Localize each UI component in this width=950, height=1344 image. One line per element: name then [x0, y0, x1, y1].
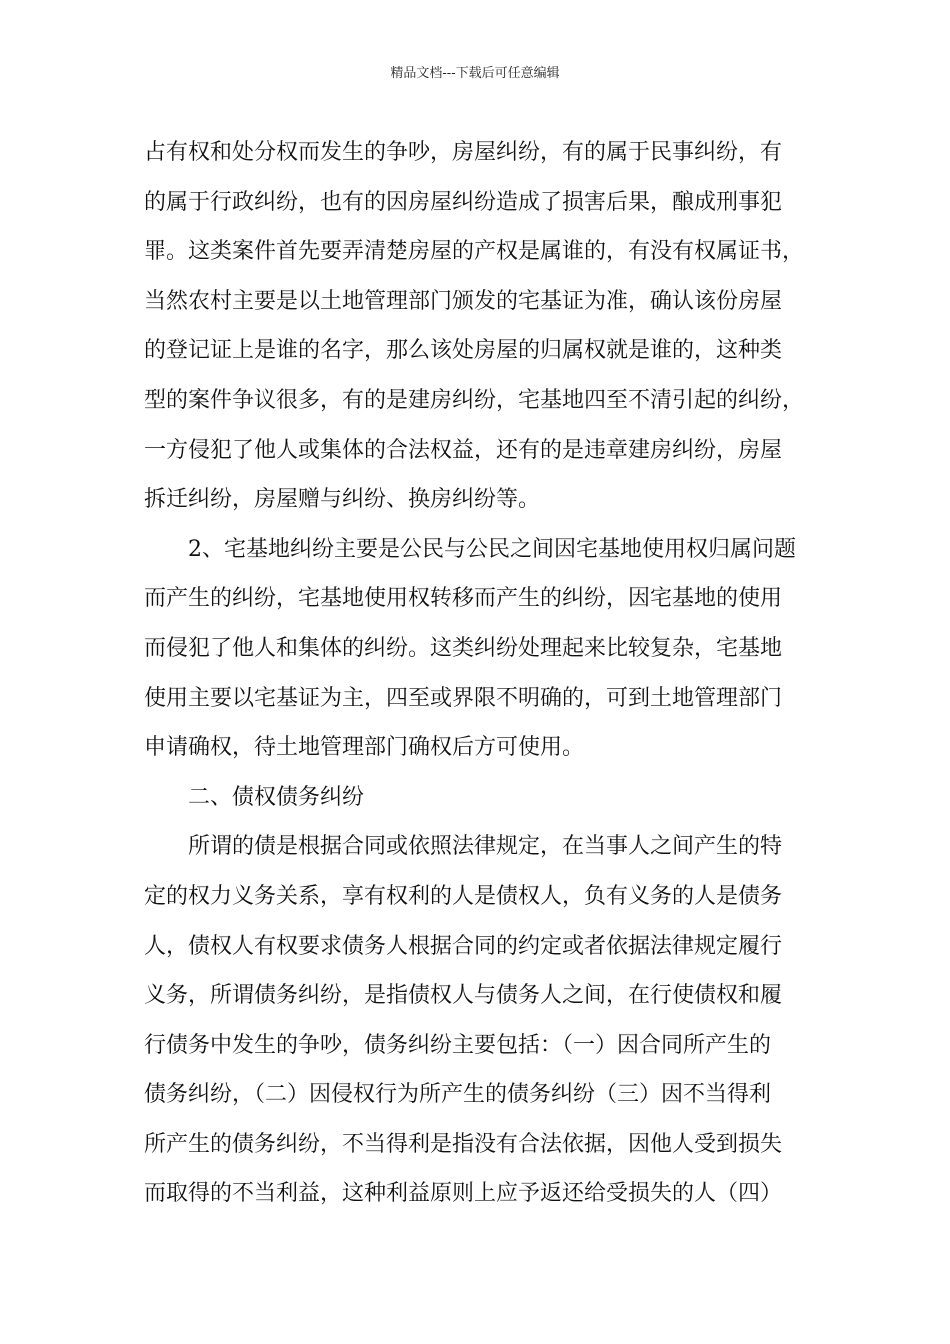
text-line: 行债务中发生的争吵，债务纠纷主要包括：（一）因合同所产生的 [144, 1032, 772, 1058]
text-line: 拆迁纠纷，房屋赠与纠纷、换房纠纷等。 [144, 487, 541, 513]
text-line: 义务，所谓债务纠纷，是指债权人与债务人之间，在行使债权和履 [144, 983, 783, 1009]
text-line: 申请确权，待土地管理部门确权后方可使用。 [144, 735, 585, 761]
text-line: 当然农村主要是以土地管理部门颁发的宅基证为准，确认该份房屋 [144, 288, 783, 314]
text-line: 的属于行政纠纷，也有的因房屋纠纷造成了损害后果，酿成刑事犯 [144, 189, 783, 215]
text-line: 人，债权人有权要求债务人根据合同的约定或者依据法律规定履行 [144, 933, 783, 959]
text-line: 型的案件争议很多，有的是建房纠纷，宅基地四至不清引起的纠纷， [144, 387, 805, 413]
paragraph-start-line: 所谓的债是根据合同或依照法律规定，在当事人之间产生的特 [188, 834, 783, 860]
text-line: 占有权和处分权而发生的争吵，房屋纠纷，有的属于民事纠纷，有 [144, 140, 783, 165]
text-line: 罪。这类案件首先要弄清楚房屋的产权是属谁的，有没有权属证书， [144, 239, 805, 265]
text-line: 而产生的纠纷，宅基地使用权转移而产生的纠纷，因宅基地的使用 [144, 586, 783, 612]
paragraph-start-line: 2、宅基地纠纷主要是公民与公民之间因宅基地使用权归属问题 [188, 536, 796, 562]
text-line: 的登记证上是谁的名字，那么该处房屋的归属权就是谁的，这种类 [144, 338, 783, 364]
text-line: 使用主要以宅基证为主，四至或界限不明确的，可到土地管理部门 [144, 685, 783, 711]
text-line: 而侵犯了他人和集体的纠纷。这类纠纷处理起来比较复杂，宅基地 [144, 635, 783, 661]
text-line: 债务纠纷，（二）因侵权行为所产生的债务纠纷（三）因不当得利 [144, 1082, 772, 1108]
document-body [144, 128, 816, 1219]
page-header: 精品文档---下载后可任意编辑 [390, 66, 560, 81]
text-line: 而取得的不当利益，这种利益原则上应予返还给受损失的人（四） [144, 1181, 783, 1207]
text-line: 一方侵犯了他人或集体的合法权益，还有的是违章建房纠纷，房屋 [144, 437, 783, 463]
section-heading: 二、债权债务纠纷 [188, 784, 365, 810]
text-line: 所产生的债务纠纷，不当得利是指没有合法依据，因他人受到损失 [144, 1131, 783, 1157]
text-line: 定的权力义务关系，享有权利的人是债权人，负有义务的人是债务 [144, 883, 783, 909]
